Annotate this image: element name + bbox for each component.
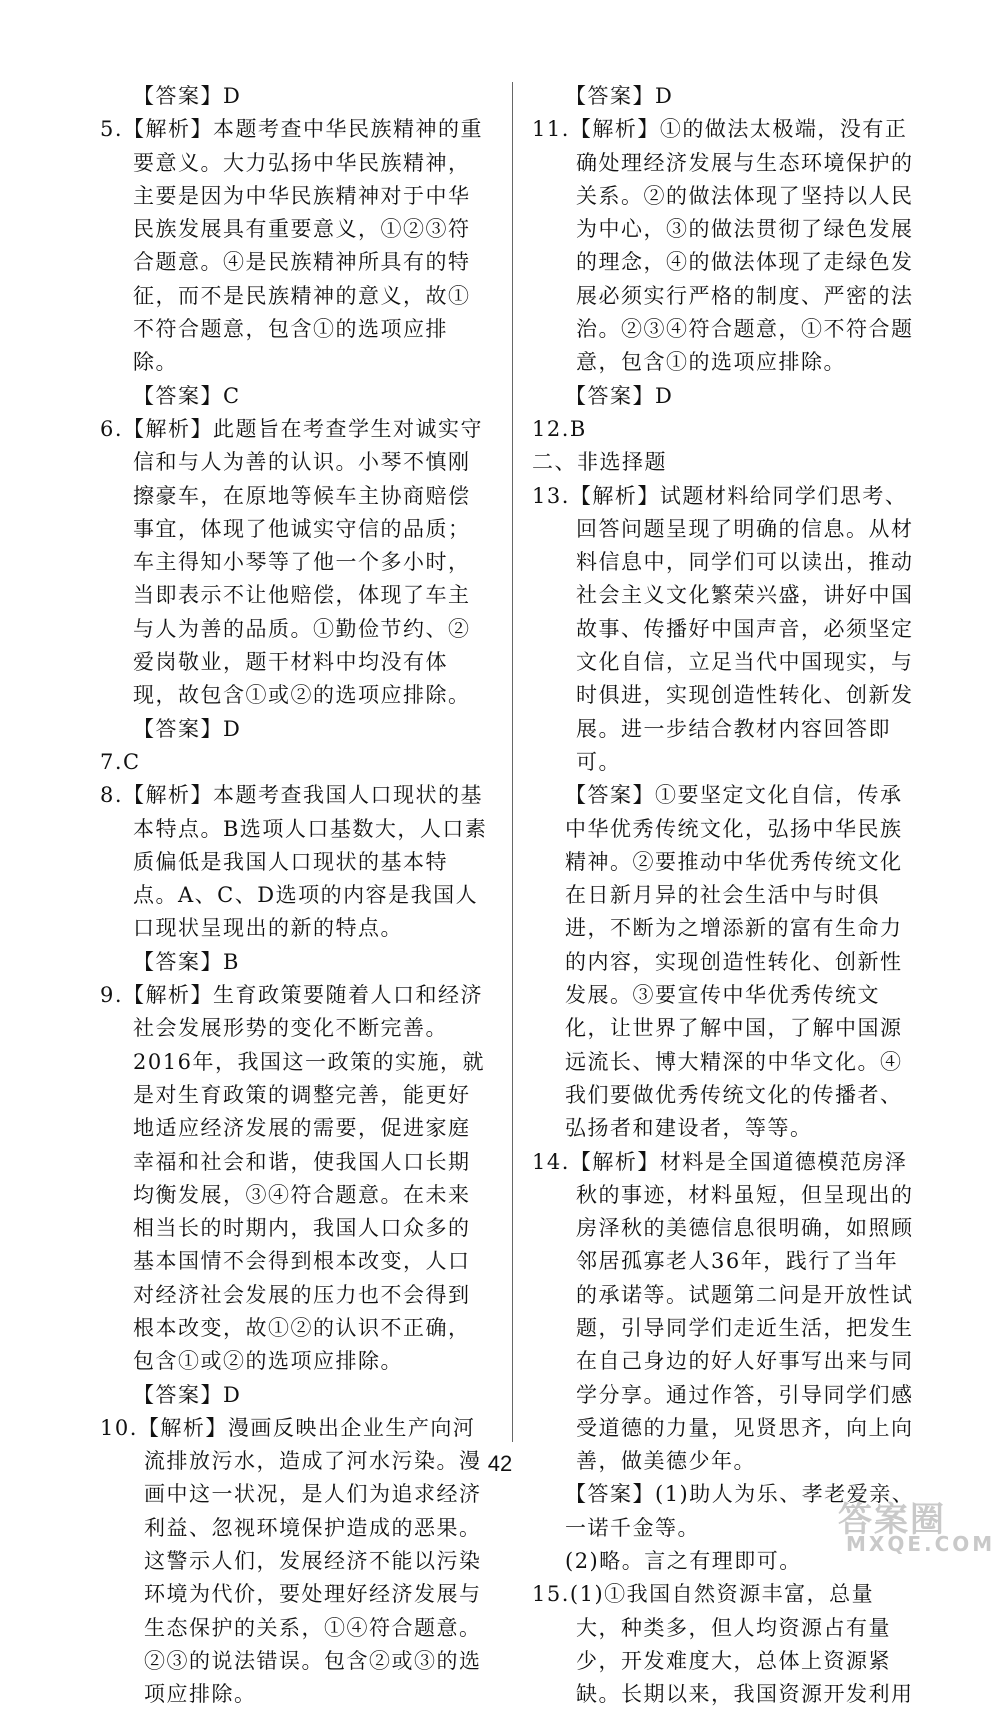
right-para-0: 【答案】D	[565, 84, 674, 108]
watermark-en: MXQE.COM	[846, 1532, 996, 1556]
left-para-10: 10.【解析】漫画反映出企业生产向河流排放污水，造成了河水污染。漫画中这一状况，是人们为追求经济利益、忽视环境保护造成的恶果。这警示人们，发展经济不能以污染环境为代价，要处理好经济发展与生态保护的关系，①④符合题意。②③的说法错误。包含②或③的选项应排除。	[100, 1415, 482, 1707]
right-para-9: (2)略。言之有理即可。	[565, 1549, 802, 1574]
right-section-heading: 二、非选择题	[532, 450, 667, 475]
right-para-8: 【答案】(1)助人为乐、孝老爱亲、一诺千金等。	[565, 1482, 915, 1540]
watermark-cn: 答案圈	[838, 1500, 946, 1540]
left-para-4: 【答案】D	[133, 716, 242, 741]
left-para-7: 【答案】B	[133, 949, 240, 974]
right-para-10: 15.(1)①我国自然资源丰富，总量大，种类多，但人均资源占有量少，开发难度大，总体上资源紧缺。长期以来，我国资源开发利用	[532, 1582, 914, 1707]
right-para-7: 14.【解析】材料是全国道德模范房泽秋的事迹，材料虽短，但呈现出的房泽秋的美德信息很明确，如照顾邻居孤寡老人36年，践行了当年的承诺等。试题第二问是开放性试题，引导同学们走近生活，把发生在自己身边的好人好事写出来与同学分享。通过作答，引导同学们感受道德的力量，见贤思齐，向上向善，做美德少年。	[532, 1149, 914, 1474]
column-divider	[512, 82, 513, 1442]
left-para-9: 【答案】D	[133, 1382, 242, 1407]
left-para-5: 7.C	[100, 749, 141, 774]
left-para-1: 5.【解析】本题考查中华民族精神的重要意义。大力弘扬中华民族精神，主要是因为中华民族精神对于中华民族发展具有重要意义，①②③符合题意。④是民族精神所具有的特征，而不是民族精神的意义，故①不符合题意，包含①的选项应排除。	[100, 117, 484, 375]
right-para-6: 【答案】①要坚定文化自信，传承中华优秀传统文化，弘扬中华民族精神。②要推动中华优秀传统文化在日新月异的社会生活中与时俱进，不断为之增添新的富有生命力的内容，实现创造性转化、创新性发展。③要宣传中华优秀传统文化，让世界了解中国，了解中国源远流长、博大精深的中华文化。④我们要做优秀传统文化的传播者、弘扬者和建设者，等等。	[565, 783, 903, 1141]
right-para-2: 【答案】D	[565, 383, 674, 408]
right-para-5: 13.【解析】试题材料给同学们思考、回答问题呈现了明确的信息。从材料信息中，同学们可以读出，推动社会主义文化繁荣兴盛，讲好中国故事、传播好中国声音，必须坚定文化自信，立足当代中国现实，与时俱进，实现创造性转化、创新发展。进一步结合教材内容回答即可。	[532, 483, 914, 774]
page-number: 42	[487, 1451, 513, 1476]
right-para-3: 12.B	[532, 416, 587, 441]
left-para-2: 【答案】C	[133, 383, 241, 408]
left-para-8: 9.【解析】生育政策要随着人口和经济社会发展形势的变化不断完善。2016年，我国这一政策的实施，就是对生育政策的调整完善，能更好地适应经济发展的需要，促进家庭幸福和社会和谐，使我国人口长期均衡发展，③④符合题意。在未来相当长的时期内，我国人口众多的基本国情不会得到根本改变，人口对经济社会发展的压力也不会得到根本改变，故①②的认识不正确，包含①或②的选项应排除。	[100, 983, 485, 1374]
left-para-3: 6.【解析】此题旨在考查学生对诚实守信和与人为善的认识。小琴不慎刚擦豪车，在原地等候车主协商赔偿事宜，体现了他诚实守信的品质；车主得知小琴等了他一个多小时，当即表示不让他赔偿，体现了车主与人为善的品质。①勤俭节约、②爱岗敬业，题干材料中均没有体现，故包含①或②的选项应排除。	[100, 416, 484, 708]
watermark-logo	[832, 1492, 996, 1556]
right-para-1: 11.【解析】①的做法太极端，没有正确处理经济发展与生态环境保护的关系。②的做法体现了坚持以人民为中心，③的做法贯彻了绿色发展的理念，④的做法体现了走绿色发展必须实行严格的制度、严密的法治。②③④符合题意，①不符合题意，包含①的选项应排除。	[532, 117, 914, 375]
left-para-0: 【答案】D	[133, 84, 242, 108]
left-para-6: 8.【解析】本题考查我国人口现状的基本特点。B选项人口基数大，人口素质偏低是我国人口现状的基本特点。A、C、D选项的内容是我国人口现状呈现出的新的特点。	[100, 783, 488, 941]
